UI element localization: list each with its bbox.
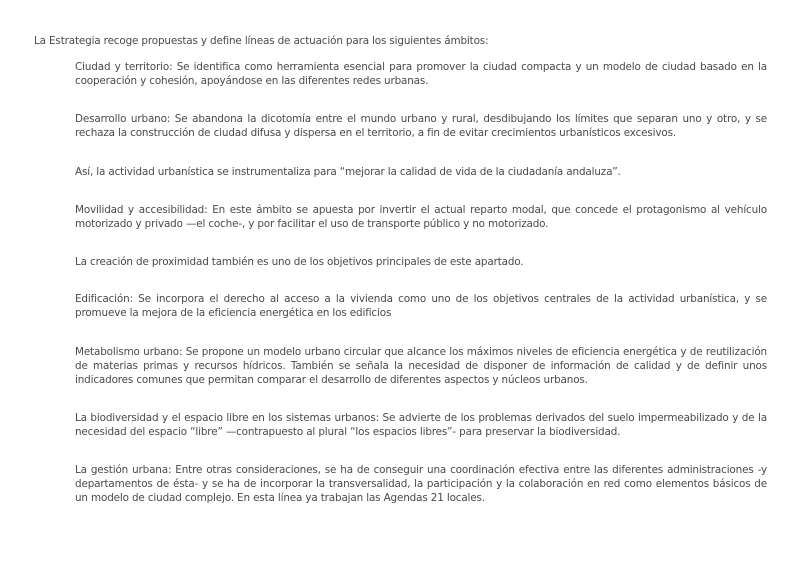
paragraph-metabolismo-urbano: Metabolismo urbano: Se propone un modelo urbano circular que alcance los máximos niveles de eficiencia energética y de reutilización de materias primas y recursos hídricos. También se señala la necesidad de disponer de información de calidad y de definir unos indicadores comunes que permitan comparar el desarrollo de diferentes aspectos y núcleos urbanos.	[75, 346, 767, 387]
paragraph-gestion-urbana: La gestión urbana: Entre otras consideraciones, se ha de conseguir una coordinación efectiva entre las diferentes administraciones -y departamentos de ésta- y se ha de incorporar la transversalidad, la participación y la colaboración en red como elementos básicos de un modelo de ciudad complejo. En esta línea ya trabajan las Agendas 21 locales.	[75, 464, 767, 505]
paragraph-edificacion: Edificación: Se incorpora el derecho al acceso a la vivienda como uno de los objetivos centrales de la actividad urbanística, y se promueve la mejora de la eficiencia energética en los edificios	[75, 293, 767, 320]
intro-text: La Estrategia recoge propuestas y define líneas de actuación para los siguientes ámbitos:	[34, 35, 489, 47]
paragraph-proximidad: La creación de proximidad también es uno de los objetivos principales de este apartado.	[75, 256, 524, 268]
paragraph-actividad-urbanistica: Así, la actividad urbanística se instrumentaliza para “mejorar la calidad de vida de la ciudadanía andaluza”.	[75, 166, 621, 178]
paragraph-ciudad-territorio: Ciudad y territorio: Se identifica como herramienta esencial para promover la ciudad compacta y un modelo de ciudad basado en la cooperación y cohesión, apoyándose en las diferentes redes urbanas.	[75, 61, 767, 88]
paragraph-biodiversidad: La biodiversidad y el espacio libre en los sistemas urbanos: Se advierte de los problemas derivados del suelo impermeabilizado y de la necesidad del espacio “libre” —contrapuesto al plural “los espacios libres”- para preservar la biodiversidad.	[75, 412, 767, 439]
paragraph-desarrollo-urbano: Desarrollo urbano: Se abandona la dicotomía entre el mundo urbano y rural, desdibujando los límites que separan uno y otro, y se rechaza la construcción de ciudad difusa y dispersa en el territorio, a fin de evitar crecimientos urbanísticos excesivos.	[75, 113, 767, 140]
paragraph-movilidad: Movilidad y accesibilidad: En este ámbito se apuesta por invertir el actual reparto modal, que concede el protagonismo al vehículo motorizado y privado —el coche-, y por facilitar el uso de transporte público y no motorizado.	[75, 204, 767, 231]
